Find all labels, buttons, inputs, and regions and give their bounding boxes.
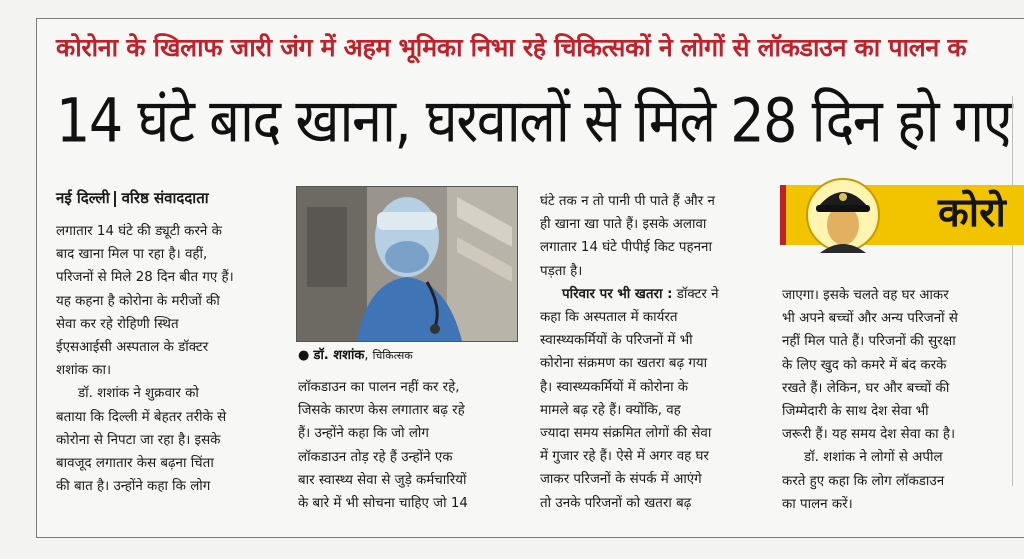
- text-line: जरूरी हैं। यह समय देश सेवा का है।: [782, 427, 956, 443]
- doctor-photo-illustration: [297, 187, 517, 341]
- promo-title: कोरो: [938, 190, 1006, 236]
- text-line: लॉकडाउन का पालन नहीं कर रहे,: [298, 380, 460, 395]
- caption-role: चिकित्सक: [372, 349, 413, 362]
- text-line: पड़ता है।: [540, 263, 583, 279]
- text-line: जाकर परिजनों के संपर्क में आएंगे: [540, 472, 702, 488]
- text-line: शशांक का।: [56, 363, 112, 379]
- text-line: बार स्वास्थ्य सेवा से जुड़े कर्मचारियों: [298, 472, 467, 488]
- caption-name: डॉ. शशांक: [313, 348, 365, 363]
- text-line: का पालन करें।: [782, 496, 853, 512]
- text-line: की बात है। उन्होंने कहा कि लोग: [56, 479, 211, 495]
- text-line: स्वास्थ्यकर्मियों के परिजनों में भी: [540, 333, 693, 349]
- text-line: के बारे में भी सोचना चाहिए जो 14: [298, 496, 468, 512]
- text-line: लॉकडाउन तोड़ रहे हैं उन्होंने एक: [298, 449, 453, 465]
- text-line: लगातार 14 घंटे की ड्यूटी करने के: [56, 224, 222, 239]
- text-line: करते हुए कहा कि लोग लॉकडाउन: [782, 473, 945, 489]
- text-line: ज्यादा समय संक्रमित लोगों की सेवा: [540, 426, 712, 442]
- police-cap-icon: [804, 169, 882, 253]
- text-line: मामले बढ़ रहे हैं। क्योंकि, वह: [540, 402, 681, 418]
- byline-reporter: वरिष्ठ संवाददाता: [121, 189, 209, 207]
- text-line: घंटे तक न तो पानी पी पाते हैं और न: [540, 194, 715, 209]
- text-line: लगातार 14 घंटे पीपीई किट पहनना: [540, 240, 712, 256]
- kicker-headline: कोरोना के खिलाफ जारी जंग में अहम भूमिका निभा रहे चिकित्सकों ने लोगों से लॉकडाउन का पालन क: [56, 33, 967, 62]
- text-line: के लिए खुद को कमरे में बंद करके: [782, 357, 947, 373]
- column-2: [298, 376, 528, 515]
- text-line: ही खाना खा पाते हैं। इसके अलावा: [540, 217, 707, 233]
- photo-caption: ● डॉ. शशांक, चिकित्सक: [298, 348, 413, 363]
- text-line: कोरोना संक्रमण का खतरा बढ़ गया: [540, 356, 708, 372]
- byline: [56, 186, 286, 210]
- main-headline: 14 घंटे बाद खाना, घरवालों से मिले 28 दिन हो गए: [56, 85, 1012, 156]
- subhead: परिवार पर भी खतरा :: [562, 286, 673, 302]
- text-line: कहा कि अस्पताल में कार्यरत: [540, 310, 678, 326]
- text-line: रखते हैं। लेकिन, घर और बच्चों की: [782, 380, 950, 396]
- text-line: डॉ. शशांक ने शुक्रवार को: [78, 386, 199, 402]
- column-4: [782, 284, 1010, 516]
- text-line: नहीं मिल पाते हैं। परिजनों की सुरक्षा: [782, 334, 956, 350]
- text-line: कोरोना से निपटा जा रहा है। इसके: [56, 432, 221, 448]
- text-line: डॉ. शशांक ने लोगों से अपील: [804, 450, 943, 466]
- byline-place: नई दिल्ली: [56, 189, 110, 207]
- subhead-line: परिवार पर भी खतरा : डॉक्टर ने: [562, 286, 719, 302]
- text-line: बताया कि दिल्ली में बेहतर तरीके से: [56, 409, 227, 425]
- text-line: भी अपने बच्चों और अन्य परिजनों से: [782, 311, 958, 327]
- text-line: है। स्वास्थ्यकर्मियों में कोरोना के: [540, 379, 689, 395]
- text-line: में गुजार रहे हैं। ऐसे में अगर वह घर: [540, 449, 709, 465]
- byline-separator: [114, 191, 116, 207]
- column-3: [540, 190, 770, 515]
- text-line: जिम्मेदारी के साथ देश सेवा भी: [782, 404, 929, 420]
- text-line: हैं। उन्होंने कहा कि जो लोग: [298, 426, 429, 442]
- column-1: [56, 186, 286, 498]
- text-line: जाएगा। इसके चलते वह घर आकर: [782, 288, 949, 303]
- section-promo: [780, 183, 1024, 265]
- text-line: यह कहना है कोरोना के मरीजों की: [56, 293, 220, 309]
- text-line: परिजनों से मिले 28 दिन बीत गए हैं।: [56, 270, 234, 286]
- column-divider: [1012, 96, 1013, 486]
- doctor-photo: [296, 186, 518, 342]
- text-line: ईएसआईसी अस्पताल के डॉक्टर: [56, 340, 209, 356]
- text-line: जिसके कारण केस लगातार बढ़ रहे: [298, 403, 465, 419]
- text-line: बावजूद लगातार केस बढ़ना चिंता: [56, 456, 214, 472]
- text-line: तो उनके परिजनों को खतरा बढ़: [540, 495, 692, 511]
- text-line: सेवा कर रहे रोहिणी स्थित: [56, 316, 179, 332]
- text-line: बाद खाना मिल पा रहा है। वहीं,: [56, 247, 208, 263]
